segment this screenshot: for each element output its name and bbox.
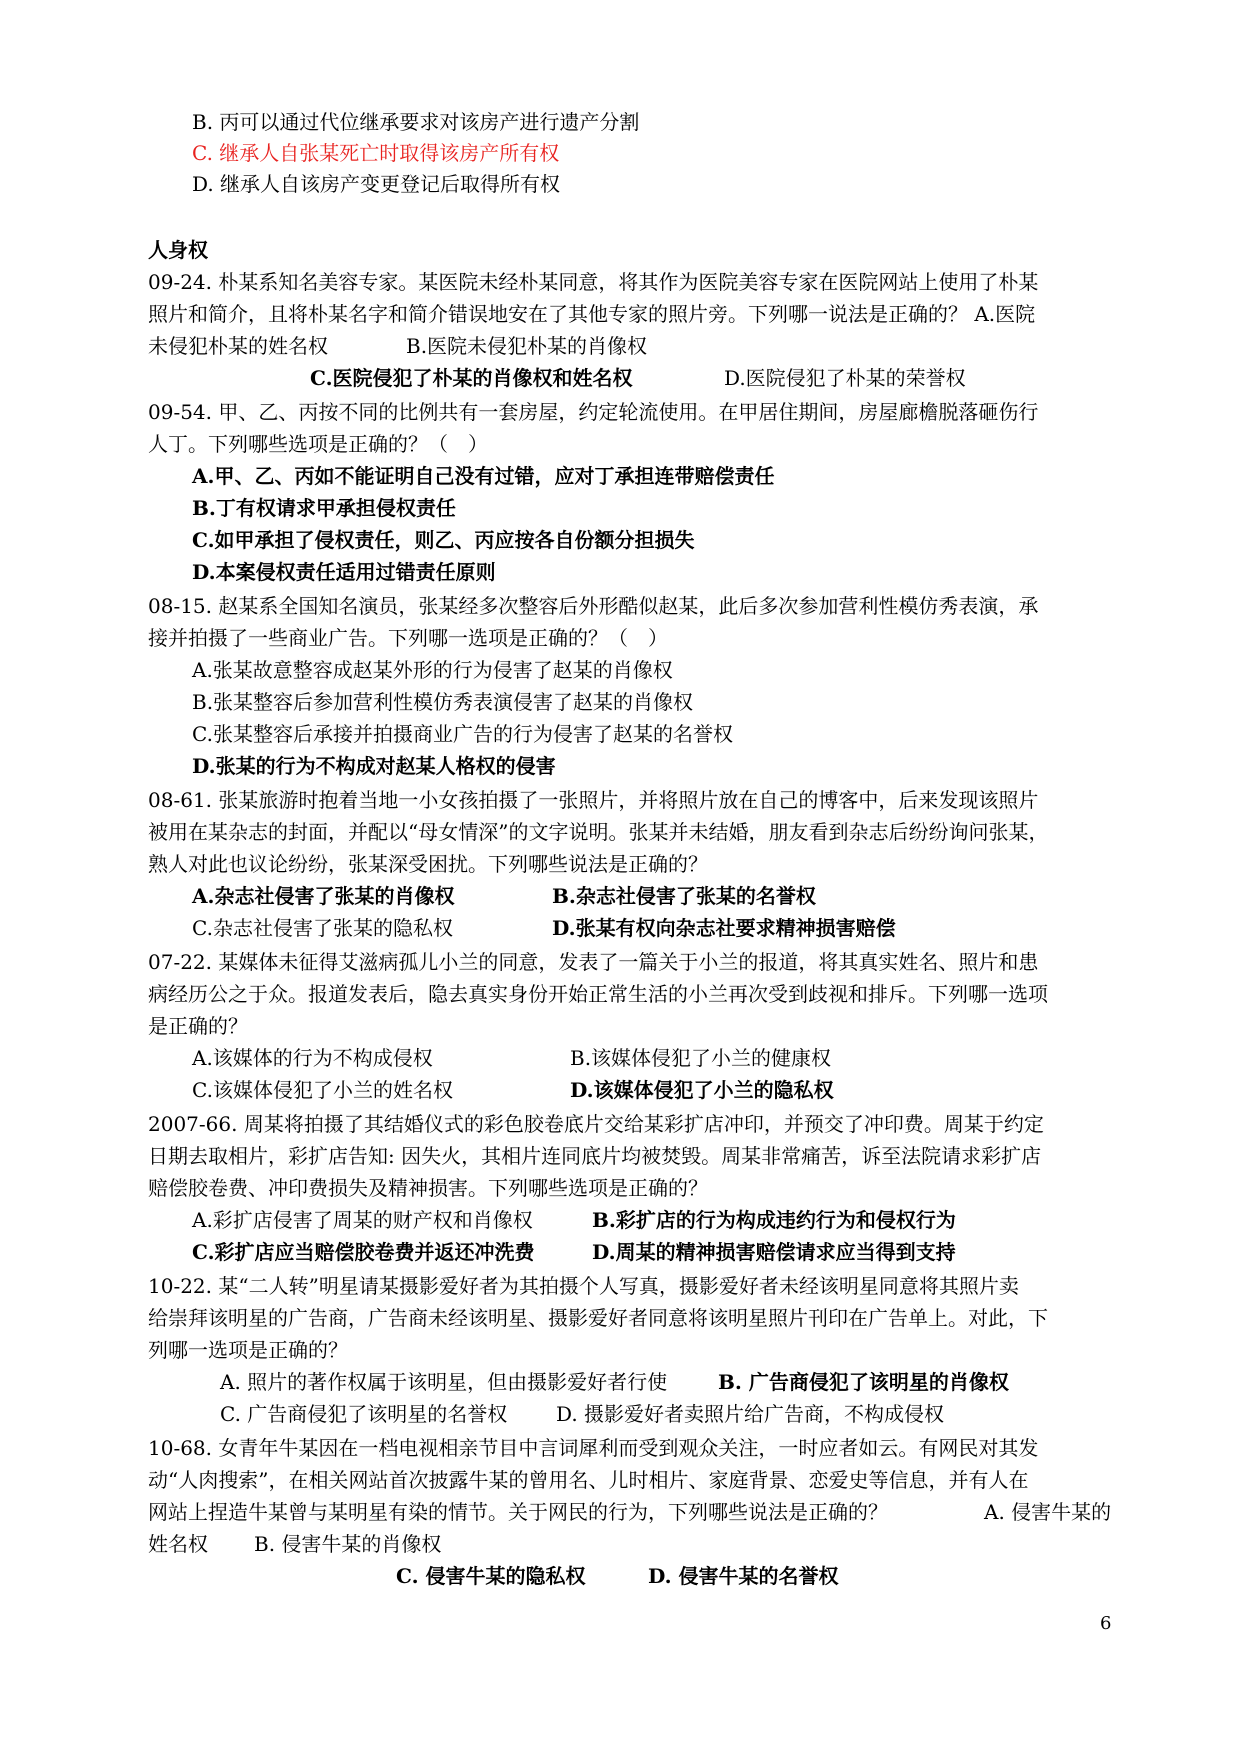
q0861-option-d-answer: D.张某有权向杂志社要求精神损害赔偿 xyxy=(552,916,896,940)
q0924-line-1: 09-24. 朴某系知名美容专家。某医院未经朴某同意，将其作为医院美容专家在医院网站上使用了朴某 xyxy=(148,270,1039,294)
q0722-option-b: B.该媒体侵犯了小兰的健康权 xyxy=(570,1046,832,1070)
q0815-line-1: 08-15. 赵某系全国知名演员，张某经多次整容后外形酷似赵某，此后多次参加营利性模仿秀表演，承 xyxy=(148,594,1039,618)
q200766-line-2: 日期去取相片，彩扩店告知: 因失火，其相片连同底片均被焚毁。周某非常痛苦，诉至法院请求彩扩店 xyxy=(148,1144,1042,1168)
option-d-line: D. 继承人自该房产变更登记后取得所有权 xyxy=(192,172,561,196)
q1022-line-3: 列哪一选项是正确的？ xyxy=(148,1338,348,1362)
q0861-line-2: 被用在某杂志的封面，并配以“母女情深”的文字说明。张某并未结婚，朋友看到杂志后纷纷询问张某， xyxy=(148,820,1049,844)
q0954-line-1: 09-54. 甲、乙、丙按不同的比例共有一套房屋，约定轮流使用。在甲居住期间，房屋廊檐脱落砸伤行 xyxy=(148,400,1039,424)
q0924-option-d: D.医院侵犯了朴某的荣誉权 xyxy=(724,366,966,390)
q1068-line-1: 10-68. 女青年牛某因在一档电视相亲节目中言词犀利而受到观众关注，一时应者如云。有网民对其发 xyxy=(148,1436,1039,1460)
q200766-line-1: 2007-66. 周某将拍摄了其结婚仪式的彩色胶卷底片交给某彩扩店冲印，并预交了冲印费。周某于约定 xyxy=(148,1112,1044,1136)
q0954-line-2: 人丁。下列哪些选项是正确的？（ ） xyxy=(148,432,488,456)
q1068-option-a-end: 姓名权 xyxy=(148,1532,208,1556)
q1022-option-b-answer: B. 广告商侵犯了该明星的肖像权 xyxy=(718,1370,1009,1394)
q0954-option-d: D.本案侵权责任适用过错责任原则 xyxy=(192,560,496,584)
q0954-option-c: C.如甲承担了侵权责任，则乙、丙应按各自份额分担损失 xyxy=(192,528,695,552)
q0954-option-b: B.丁有权请求甲承担侵权责任 xyxy=(192,496,456,520)
q0815-option-a: A.张某故意整容成赵某外形的行为侵害了赵某的肖像权 xyxy=(192,658,673,682)
q0924-option-c-answer: C.医院侵犯了朴某的肖像权和姓名权 xyxy=(310,366,633,390)
q1022-option-a: A. 照片的著作权属于该明星，但由摄影爱好者行使 xyxy=(220,1370,668,1394)
q0722-line-2: 病经历公之于众。报道发表后，隐去真实身份开始正常生活的小兰再次受到歧视和排斥。下列哪一选项 xyxy=(148,982,1048,1006)
q0815-option-d-answer: D.张某的行为不构成对赵某人格权的侵害 xyxy=(192,754,556,778)
q200766-option-d-answer: D.周某的精神损害赔偿请求应当得到支持 xyxy=(592,1240,956,1264)
q0861-line-3: 熟人对此也议论纷纷，张某深受困扰。下列哪些说法是正确的？ xyxy=(148,852,708,876)
q1022-line-1: 10-22. 某“二人转”明星请某摄影爱好者为其拍摄个人写真，摄影爱好者未经该明星同意将其照片卖 xyxy=(148,1274,1019,1298)
q0815-line-2: 接并拍摄了一些商业广告。下列哪一选项是正确的？（ ） xyxy=(148,626,668,650)
section-title: 人身权 xyxy=(148,238,208,262)
q1068-option-a-start: A. 侵害牛某的 xyxy=(984,1500,1112,1524)
q1068-option-d-answer: D. 侵害牛某的名誉权 xyxy=(648,1564,839,1588)
q0722-option-d-answer: D.该媒体侵犯了小兰的隐私权 xyxy=(570,1078,834,1102)
q0722-option-c: C.该媒体侵犯了小兰的姓名权 xyxy=(192,1078,453,1102)
q1022-option-d: D. 摄影爱好者卖照片给广告商，不构成侵权 xyxy=(556,1402,945,1426)
q1068-line-2: 动“人肉搜索”，在相关网站首次披露牛某的曾用名、儿时相片、家庭背景、恋爱史等信息，并有人在 xyxy=(148,1468,1029,1492)
option-c-answer-line: C. 继承人自张某死亡时取得该房产所有权 xyxy=(192,141,560,165)
q200766-option-b-answer: B.彩扩店的行为构成违约行为和侵权行为 xyxy=(592,1208,956,1232)
q1068-option-c-answer: C. 侵害牛某的隐私权 xyxy=(396,1564,586,1588)
q0861-line-1: 08-61. 张某旅游时抱着当地一小女孩拍摄了一张照片，并将照片放在自己的博客中，后来发现该照片 xyxy=(148,788,1039,812)
q200766-line-3: 赔偿胶卷费、冲印费损失及精神损害。下列哪些选项是正确的？ xyxy=(148,1176,708,1200)
q0815-option-b: B.张某整容后参加营利性模仿秀表演侵害了赵某的肖像权 xyxy=(192,690,694,714)
q200766-option-a: A.彩扩店侵害了周某的财产权和肖像权 xyxy=(192,1208,533,1232)
q0861-option-b-answer: B.杂志社侵害了张某的名誉权 xyxy=(552,884,816,908)
q1068-option-b: B. 侵害牛某的肖像权 xyxy=(254,1532,442,1556)
q0954-option-a: A.甲、乙、丙如不能证明自己没有过错，应对丁承担连带赔偿责任 xyxy=(192,464,775,488)
q0861-option-a-answer: A.杂志社侵害了张某的肖像权 xyxy=(192,884,455,908)
q0722-line-1: 07-22. 某媒体未征得艾滋病孤儿小兰的同意，发表了一篇关于小兰的报道，将其真实姓名、照片和患 xyxy=(148,950,1039,974)
q0722-option-a: A.该媒体的行为不构成侵权 xyxy=(192,1046,433,1070)
q1068-line-3: 网站上捏造牛某曾与某明星有染的情节。关于网民的行为，下列哪些说法是正确的？ xyxy=(148,1500,888,1524)
q0924-line-3a: 未侵犯朴某的姓名权 xyxy=(148,334,328,358)
q0861-option-c: C.杂志社侵害了张某的隐私权 xyxy=(192,916,453,940)
q200766-option-c-answer: C.彩扩店应当赔偿胶卷费并返还冲洗费 xyxy=(192,1240,535,1264)
q0924-option-b: B.医院未侵犯朴某的肖像权 xyxy=(406,334,648,358)
q1022-line-2: 给崇拜该明星的广告商，广告商未经该明星、摄影爱好者同意将该明星照片刊印在广告单上。对此，下 xyxy=(148,1306,1048,1330)
q1022-option-c: C. 广告商侵犯了该明星的名誉权 xyxy=(220,1402,508,1426)
page-number: 6 xyxy=(1100,1613,1112,1634)
q0924-line-2: 照片和简介，且将朴某名字和简介错误地安在了其他专家的照片旁。下列哪一说法是正确的？ A.医院 xyxy=(148,302,1036,326)
option-b-line: B. 丙可以通过代位继承要求对该房产进行遗产分割 xyxy=(192,110,640,134)
q0815-option-c: C.张某整容后承接并拍摄商业广告的行为侵害了赵某的名誉权 xyxy=(192,722,733,746)
q0722-line-3: 是正确的？ xyxy=(148,1014,248,1038)
